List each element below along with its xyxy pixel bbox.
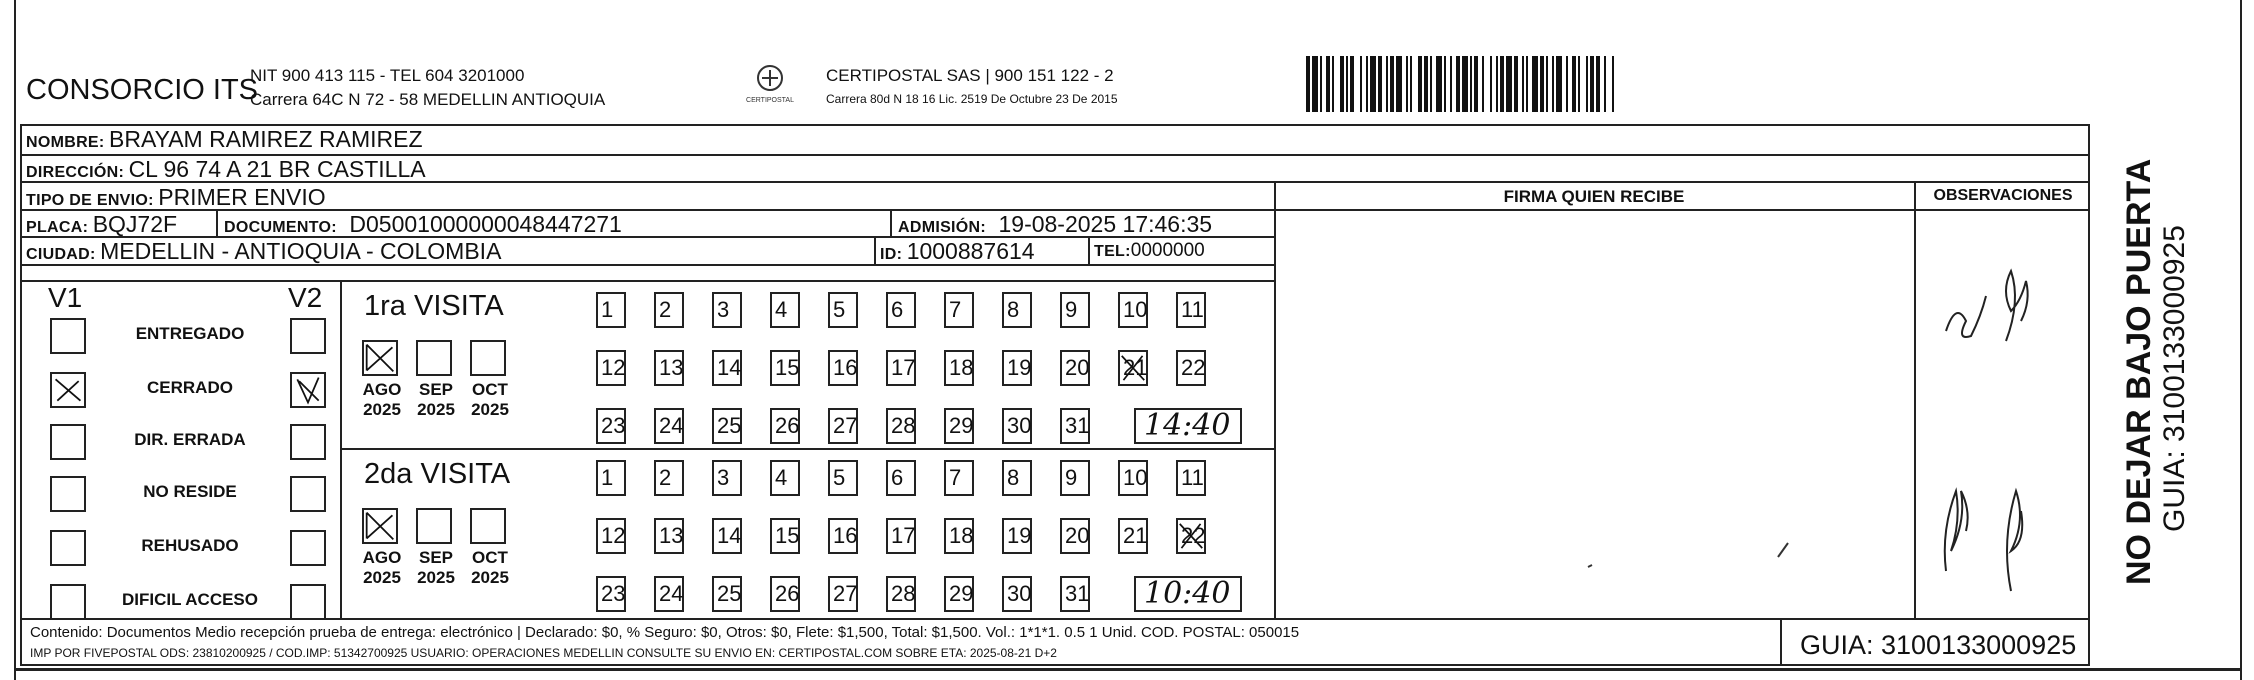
placa-value: BQJ72F <box>92 211 178 237</box>
barcode-bar <box>1370 56 1376 112</box>
col-line <box>20 124 22 666</box>
barcode-bar <box>1470 56 1472 112</box>
barcode-bar <box>1312 56 1318 112</box>
barcode-bar <box>1462 56 1468 112</box>
month-year: 2025 <box>363 568 401 587</box>
day-box[interactable]: 24 <box>654 576 684 612</box>
day-box[interactable]: 12 <box>596 350 626 386</box>
day-box[interactable]: 13 <box>654 350 684 386</box>
barcode-bar <box>1604 56 1606 112</box>
barcode-bar <box>1514 56 1518 112</box>
month-year: 2025 <box>417 400 455 419</box>
day-box[interactable]: 3 <box>712 292 742 328</box>
signature-area <box>1276 211 1912 616</box>
day-box[interactable]: 15 <box>770 518 800 554</box>
side-guia: GUIA: 3100133000925 <box>2158 225 2191 532</box>
barcode-bar <box>1360 56 1362 112</box>
day-box[interactable]: 10 <box>1118 292 1148 328</box>
day-box[interactable]: 7 <box>944 460 974 496</box>
col-line <box>1088 236 1090 264</box>
month-year: 2025 <box>363 400 401 419</box>
nombre-label: NOMBRE: <box>26 134 105 151</box>
visit-time-box[interactable] <box>1134 576 1242 612</box>
company-name: CONSORCIO ITS <box>26 74 259 106</box>
barcode <box>1306 56 1742 112</box>
day-box[interactable]: 1 <box>596 292 626 328</box>
day-box[interactable]: 26 <box>770 576 800 612</box>
day-box[interactable]: 26 <box>770 408 800 444</box>
v2-checkbox[interactable] <box>290 318 326 354</box>
month-year: 2025 <box>471 568 509 587</box>
month-checkbox[interactable] <box>416 340 452 376</box>
barcode-bar <box>1482 56 1484 112</box>
day-box[interactable]: 19 <box>1002 350 1032 386</box>
month-label: OCT <box>472 548 508 567</box>
direccion-label: DIRECCIÓN: <box>26 164 125 181</box>
handwriting-strokes <box>1916 211 2086 616</box>
day-box[interactable]: 22 <box>1176 518 1206 554</box>
day-box[interactable]: 31 <box>1060 408 1090 444</box>
id-row <box>880 238 1035 265</box>
id-value: 1000887614 <box>906 238 1035 264</box>
status-option-label: ENTREGADO <box>135 324 245 343</box>
certipostal-line2: Carrera 80d N 18 16 Lic. 2519 De Octubre 23 De 2015 <box>826 92 1118 106</box>
v1-label: V1 <box>48 282 83 313</box>
day-box[interactable]: 8 <box>1002 292 1032 328</box>
barcode-bar <box>1540 56 1544 112</box>
month-checkbox[interactable] <box>362 508 398 544</box>
month-checkbox[interactable] <box>470 340 506 376</box>
day-box[interactable]: 11 <box>1176 292 1206 328</box>
status-option-label: DIFICIL ACCESO <box>121 590 258 609</box>
day-box[interactable]: 16 <box>828 350 858 386</box>
day-box[interactable]: 20 <box>1060 350 1090 386</box>
day-box[interactable]: 23 <box>596 576 626 612</box>
day-box[interactable]: 12 <box>596 518 626 554</box>
day-box[interactable]: 25 <box>712 576 742 612</box>
v2-checkbox[interactable] <box>290 476 326 512</box>
company-address: Carrera 64C N 72 - 58 MEDELLIN ANTIOQUIA <box>250 90 606 109</box>
barcode-bar <box>1596 56 1600 112</box>
v2-checkbox[interactable] <box>290 584 326 620</box>
day-box[interactable]: 31 <box>1060 576 1090 612</box>
observaciones-label: OBSERVACIONES <box>1933 187 2073 204</box>
barcode-bar <box>1546 56 1548 112</box>
barcode-bar <box>1320 56 1322 112</box>
month-label: AGO <box>362 380 402 399</box>
status-option-label: NO RESIDE <box>143 482 237 501</box>
day-box[interactable]: 28 <box>886 576 916 612</box>
day-box[interactable]: 9 <box>1060 460 1090 496</box>
documento-value: D05001000000048447271 <box>349 211 622 237</box>
barcode-bar <box>1522 56 1524 112</box>
v1-checkbox[interactable] <box>50 584 86 620</box>
admision-label: ADMISIÓN: <box>898 219 987 236</box>
barcode-bar <box>1506 56 1512 112</box>
month-label: OCT <box>472 380 508 399</box>
v1-checkbox[interactable] <box>50 318 86 354</box>
day-box[interactable]: 7 <box>944 292 974 328</box>
day-box[interactable]: 27 <box>828 408 858 444</box>
visit-time: 14:40 <box>1144 408 1231 443</box>
barcode-bar <box>1586 56 1588 112</box>
barcode-bar <box>1450 56 1452 112</box>
id-label: ID: <box>880 246 903 263</box>
day-box[interactable]: 24 <box>654 408 684 444</box>
frame-left <box>14 0 16 680</box>
footer-contenido: Contenido: Documentos Medio recepción prueba de entrega: electrónico | Declarado: $0, % Seguro: $0, Otros: $0, Flete: $1,500, Total: $1,500. Vol.: 1*1*1. 0.5 1 Unid. COD. POSTAL: 050015 <box>30 624 1300 641</box>
day-box[interactable]: 5 <box>828 460 858 496</box>
barcode-bar <box>1424 56 1428 112</box>
col-line <box>890 209 892 236</box>
firma-label: FIRMA QUIEN RECIBE <box>1503 187 1685 206</box>
tipo-value: PRIMER ENVIO <box>158 184 326 210</box>
row-line <box>20 280 1274 282</box>
barcode-bar <box>1436 56 1442 112</box>
ciudad-value: MEDELLIN - ANTIOQUIA - COLOMBIA <box>100 238 502 264</box>
barcode-bar <box>1444 56 1446 112</box>
barcode-bar <box>1346 56 1348 112</box>
barcode-bar <box>1306 56 1310 112</box>
footer-guia: GUIA: 3100133000925 <box>1800 630 2077 660</box>
tel-value: 0000000 <box>1130 240 1205 261</box>
col-line <box>874 236 876 264</box>
day-box[interactable]: 22 <box>1176 350 1206 386</box>
day-box[interactable]: 21 <box>1118 518 1148 554</box>
day-box[interactable]: 16 <box>828 518 858 554</box>
tel-label: TEL: <box>1094 243 1131 260</box>
day-box[interactable]: 14 <box>712 518 742 554</box>
placa-row <box>26 211 177 238</box>
barcode-bars <box>1306 56 1742 112</box>
v1-checkbox[interactable] <box>50 530 86 566</box>
day-box[interactable]: 30 <box>1002 576 1032 612</box>
barcode-bar <box>1430 56 1432 112</box>
tel-row <box>1094 240 1205 262</box>
frame-right <box>2240 0 2242 680</box>
col-line <box>2088 124 2090 666</box>
col-line <box>1780 618 1782 666</box>
barcode-bar <box>1386 56 1388 112</box>
second-visit-title: 2da VISITA <box>364 458 511 490</box>
day-box[interactable]: 9 <box>1060 292 1090 328</box>
barcode-bar <box>1566 56 1568 112</box>
day-box[interactable]: 1 <box>596 460 626 496</box>
barcode-bar <box>1572 56 1576 112</box>
day-box[interactable]: 11 <box>1176 460 1206 496</box>
col-line <box>340 280 342 618</box>
barcode-bar <box>1350 56 1354 112</box>
day-box[interactable]: 17 <box>886 350 916 386</box>
day-box[interactable]: 25 <box>712 408 742 444</box>
day-box[interactable]: 4 <box>770 292 800 328</box>
certipostal-line1: CERTIPOSTAL SAS | 900 151 122 - 2 <box>826 66 1114 85</box>
day-box[interactable]: 18 <box>944 518 974 554</box>
barcode-bar <box>1490 56 1492 112</box>
month-checkbox[interactable] <box>362 340 398 376</box>
v1-checkbox[interactable] <box>50 372 86 408</box>
visit-time-box[interactable] <box>1134 408 1242 444</box>
status-option-label: DIR. ERRADA <box>134 430 246 449</box>
ciudad-row <box>26 238 501 265</box>
barcode-bar <box>1332 56 1334 112</box>
barcode-bar <box>1500 56 1504 112</box>
day-box[interactable]: 27 <box>828 576 858 612</box>
barcode-bar <box>1418 56 1422 112</box>
tipo-row <box>26 184 326 211</box>
day-box[interactable]: 19 <box>1002 518 1032 554</box>
barcode-bar <box>1590 56 1594 112</box>
documento-label: DOCUMENTO: <box>224 219 337 236</box>
barcode-bar <box>1326 56 1330 112</box>
col-line <box>216 209 218 236</box>
month-label: SEP <box>418 548 454 567</box>
day-box[interactable]: 30 <box>1002 408 1032 444</box>
month-checkbox[interactable] <box>470 508 506 544</box>
observaciones-handwriting <box>1916 211 2086 616</box>
day-box[interactable]: 14 <box>712 350 742 386</box>
direccion-value: CL 96 74 A 21 BR CASTILLA <box>128 156 426 182</box>
day-box[interactable]: 4 <box>770 460 800 496</box>
v2-checkbox[interactable] <box>290 424 326 460</box>
day-box[interactable]: 29 <box>944 408 974 444</box>
day-box[interactable]: 17 <box>886 518 916 554</box>
v2-checkbox[interactable] <box>290 530 326 566</box>
v2-label: V2 <box>288 282 323 313</box>
direccion-row <box>26 156 426 183</box>
nombre-value: BRAYAM RAMIREZ RAMIREZ <box>109 126 423 152</box>
day-box[interactable]: 18 <box>944 350 974 386</box>
barcode-bar <box>1526 56 1528 112</box>
day-box[interactable]: 21 <box>1118 350 1148 386</box>
month-label: SEP <box>418 380 454 399</box>
month-label: AGO <box>362 548 402 567</box>
barcode-bar <box>1552 56 1554 112</box>
day-box[interactable]: 20 <box>1060 518 1090 554</box>
barcode-bar <box>1390 56 1394 112</box>
day-box[interactable]: 13 <box>654 518 684 554</box>
v1-checkbox[interactable] <box>50 476 86 512</box>
day-box[interactable]: 6 <box>886 460 916 496</box>
barcode-bar <box>1378 56 1382 112</box>
placa-label: PLACA: <box>26 219 89 236</box>
barcode-bar <box>1474 56 1478 112</box>
visit-time: 10:40 <box>1144 576 1231 611</box>
day-box[interactable]: 2 <box>654 292 684 328</box>
day-box[interactable]: 5 <box>828 292 858 328</box>
day-box[interactable]: 29 <box>944 576 974 612</box>
day-box[interactable]: 23 <box>596 408 626 444</box>
day-box[interactable]: 28 <box>886 408 916 444</box>
day-box[interactable]: 10 <box>1118 460 1148 496</box>
barcode-bar <box>1396 56 1402 112</box>
barcode-bar <box>1366 56 1368 112</box>
admision-value: 19-08-2025 17:46:35 <box>998 211 1213 237</box>
logo-text: CERTIPOSTAL <box>746 97 794 104</box>
barcode-bar <box>1496 56 1498 112</box>
barcode-bar <box>1456 56 1460 112</box>
barcode-bar <box>1556 56 1562 112</box>
barcode-bar <box>1532 56 1538 112</box>
month-year: 2025 <box>471 400 509 419</box>
v1-checkbox[interactable] <box>50 424 86 460</box>
status-option-label: REHUSADO <box>141 536 239 555</box>
v2-checkbox[interactable] <box>290 372 326 408</box>
day-box[interactable]: 15 <box>770 350 800 386</box>
company-nit: NIT 900 413 115 - TEL 604 3201000 <box>250 66 525 85</box>
barcode-bar <box>1406 56 1408 112</box>
day-box[interactable]: 6 <box>886 292 916 328</box>
certipostal-logo <box>746 60 794 112</box>
footer-imp: IMP POR FIVEPOSTAL ODS: 23810200925 / COD.IMP: 51342700925 USUARIO: OPERACIONES MEDELLIN CONSULTE SU ENVIO EN: CERTIPOSTAL.COM SOBRE ETA: 2025-08-21 D+2 <box>30 646 1057 660</box>
admision-row <box>898 211 1212 238</box>
row-line <box>340 448 1274 450</box>
day-box[interactable]: 3 <box>712 460 742 496</box>
barcode-bar <box>1340 56 1344 112</box>
month-year: 2025 <box>417 568 455 587</box>
documento-row <box>224 211 622 238</box>
month-checkbox[interactable] <box>416 508 452 544</box>
barcode-bar <box>1578 56 1580 112</box>
tipo-label: TIPO DE ENVIO: <box>26 192 154 209</box>
frame-bottom <box>14 668 2242 671</box>
day-box[interactable]: 8 <box>1002 460 1032 496</box>
barcode-bar <box>1410 56 1412 112</box>
barcode-bar <box>1612 56 1614 112</box>
first-visit-title: 1ra VISITA <box>364 290 504 322</box>
ciudad-label: CIUDAD: <box>26 246 96 263</box>
side-no-dejar: NO DEJAR BAJO PUERTA <box>2120 158 2158 585</box>
nombre-row <box>26 126 423 153</box>
signature-strokes <box>1276 211 1912 616</box>
day-box[interactable]: 2 <box>654 460 684 496</box>
status-option-label: CERRADO <box>147 378 233 397</box>
